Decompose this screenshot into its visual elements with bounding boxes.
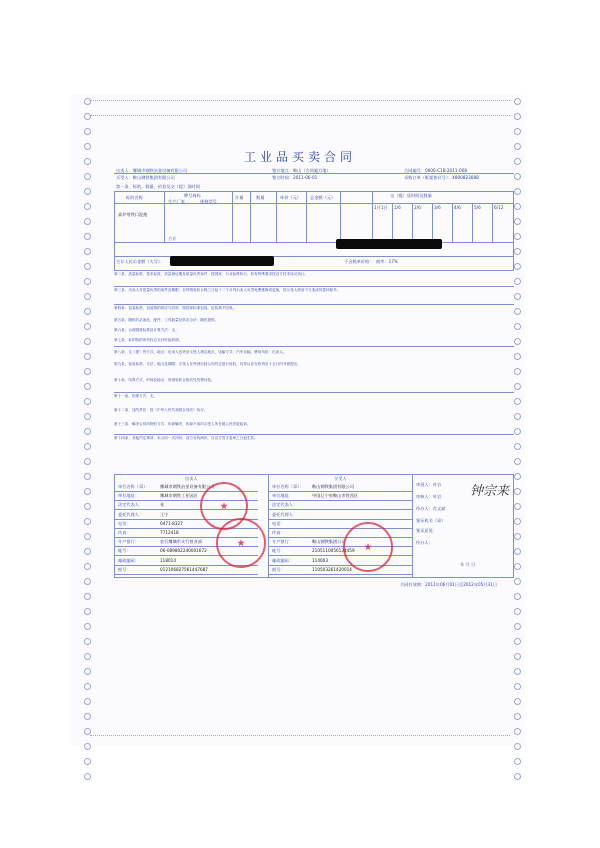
col-brand: 牌号商标 — [184, 193, 201, 198]
col-rule — [250, 191, 251, 242]
contract-number: 合同编号：0000-C18-2011-008 — [404, 168, 468, 173]
approval-signer-a: 审批人：叶岩 — [416, 482, 442, 487]
buyer-field-label: 开户银行： — [272, 539, 293, 545]
col-rule — [372, 191, 373, 242]
delivery-month-4: 4/6 — [454, 205, 461, 210]
seller-field-zip: 118014 — [160, 557, 176, 563]
col-qty: 数量 — [256, 195, 265, 200]
party-row-rule — [268, 519, 412, 520]
party-row-rule — [268, 528, 412, 529]
seller-header: 出卖人 — [185, 476, 198, 481]
perforation-top — [90, 100, 510, 107]
buyer-field-label: 电话： — [272, 520, 285, 526]
party-row-rule — [268, 491, 412, 492]
month-col-rule — [432, 203, 433, 242]
month-col-rule — [392, 203, 393, 242]
delivery-month-1: 1/6 — [394, 205, 401, 210]
seller-field-label: 开户银行： — [118, 539, 139, 545]
approval-org: 鉴证机关（章） — [416, 518, 446, 523]
seller-field-label: 传真： — [118, 530, 131, 535]
seller-field-rep: 张 — [160, 502, 165, 508]
col-rule — [164, 191, 165, 242]
tractor-holes-left — [84, 98, 92, 738]
handwritten-signature: 钟宗来 — [470, 484, 510, 499]
party-row-rule — [114, 574, 258, 575]
seller-field-label: 单位地址： — [118, 493, 139, 499]
month-col-rule — [492, 203, 493, 242]
seller-field-phone: 0471-8327 — [160, 520, 183, 526]
month-col-rule — [412, 203, 413, 242]
delivery-month-6: 6/12 — [494, 205, 504, 210]
approval-signer-c: 经办人：肖文斌 — [416, 506, 446, 511]
delivery-month-3: 3/6 — [434, 205, 441, 210]
col-spec: 规格型号 — [200, 199, 217, 204]
seller-field-name: 鹰城市钢铁冶金设备有限公司 — [160, 484, 215, 489]
buyer-field-label: 传真： — [272, 530, 285, 535]
buyer-line: 买受人：鞍山钢铁集团有限公司 — [116, 175, 175, 180]
buyer-field-zip: 114003 — [312, 557, 328, 563]
clause-2: 第二条、质量标准、技术标准、质量保证期及质量负责条件：按国家、行业标准执行，如有特殊要求按双方技术协议执行。 — [114, 272, 309, 276]
seller-field-label: 邮政编码： — [118, 557, 139, 563]
party-row-rule — [268, 574, 412, 575]
clause-rule — [114, 346, 514, 347]
seller-field-agent: 王宁 — [160, 511, 169, 517]
clause-rule — [114, 392, 514, 393]
col-unit: 计量 — [235, 195, 244, 200]
seller-field-label: 单位名称（章）： — [118, 484, 150, 489]
seller-field-tax: 012106827561447687 — [160, 566, 208, 572]
seller-line: 出卖人：鹰城市钢铁冶金设备有限公司 — [116, 168, 188, 173]
tax-percent: 税率：17% — [376, 259, 398, 264]
delivery-month-5: 5/6 — [474, 205, 481, 210]
buyer-field-label: 单位名称（章）： — [272, 484, 304, 489]
col-rule — [232, 191, 233, 242]
col-rule — [340, 191, 341, 242]
clause-6: 第六条、合理损耗标准及计算方法：无。 — [114, 328, 179, 332]
buyer-field-name: 鞍山钢铁集团有限公司 — [312, 484, 354, 489]
seller-field-label: 帐号： — [118, 548, 131, 554]
buyer-field-account: 2105110056134459 — [312, 548, 355, 554]
seller-field-account: 06-089802240001672 — [160, 548, 207, 554]
tax-rate-label: 不含税单价格： — [344, 259, 374, 264]
buyer-field-label: 法定代表人： — [272, 502, 298, 508]
parties-divider — [268, 474, 269, 578]
seller-field-label: 电话： — [118, 520, 131, 526]
perforation-top-2 — [90, 115, 510, 122]
clause-11: 第十一条、担保方式：无。 — [114, 394, 158, 398]
col-price: 单价（元） — [280, 195, 301, 200]
approval-agent: 经办人： — [416, 540, 433, 545]
perforation-bottom — [90, 735, 510, 742]
col-mfr: 生产厂家 — [168, 199, 185, 204]
amount-words-label: 合计人民币金额（大写）： — [116, 259, 165, 264]
seller-field-fax: 7712418 — [160, 530, 179, 535]
header-rule — [114, 173, 514, 174]
approval-divider — [412, 474, 413, 578]
seller-field-address: 鹰城市钢铁工业园区 — [160, 493, 198, 499]
item-name: 高炉用铁口泥炮 — [118, 212, 148, 217]
buyer-field-label: 帐号： — [272, 548, 285, 554]
seller-field-label: 税号： — [118, 566, 131, 572]
delivery-month-2: 2/6 — [414, 205, 421, 210]
month-col-rule — [452, 203, 453, 242]
sign-place: 签订地点：鞍山（合同履行地） — [272, 168, 331, 173]
col-name: 标的名称 — [126, 195, 143, 200]
redaction-amount — [170, 256, 274, 266]
order-number: 采购订单（框架协议号）：4800823088 — [404, 175, 479, 180]
buyer-field-label: 单位地址： — [272, 493, 293, 499]
approval-opinion: 鉴证意见： — [416, 528, 437, 533]
clause-1-heading: 第一条、标的、数量、价款及交（提）货时间 — [116, 184, 200, 189]
clause-rule — [114, 434, 514, 435]
delivery-month-0: 1月1日 — [374, 205, 388, 210]
buyer-field-bank: 鞍山钢铁集团公司 — [312, 539, 346, 545]
clause-13: 第十三条、解决合同纠纷的方式：协商解决，协商不成向买受人所在地人民法院起诉。 — [114, 422, 251, 426]
clause-10: 第十条、结算方式、时间及地点：货到验收合格后凭发票付款。 — [114, 378, 215, 382]
clause-12: 第十二条、违约责任：按《中华人民共和国合同法》执行。 — [114, 408, 208, 412]
buyer-field-address: 中国辽宁省鞍山市铁西区 — [312, 493, 359, 499]
col-rule — [276, 191, 277, 242]
buyer-field-label: 税号： — [272, 566, 285, 572]
clause-4: 第四条、包装标准、包装物的供应与回收：按国家标准包装，包装物不回收。 — [114, 306, 237, 310]
approval-date: 年 月 日 — [460, 562, 476, 567]
clause-5: 第五条、随机的必备品、配件、工具数量及供应办法：随机提供。 — [114, 318, 219, 322]
party-row-rule — [268, 565, 412, 566]
buyer-field-label: 委托代理人： — [272, 511, 298, 517]
seller-field-label: 法定代表人： — [118, 502, 144, 508]
clause-rule — [114, 286, 514, 287]
seller-field-bank: 农行鹰城市支行营业部 — [160, 539, 202, 545]
col-rule — [306, 191, 307, 242]
clause-8: 第八条、交（提）货方式、地点：出卖人送货至买受人指定地点，运输方式：汽车运输，费用负担：出卖人。 — [114, 350, 287, 354]
month-col-rule — [472, 203, 473, 242]
clause-14: 第十四条、其他约定事项：本合同一式四份，双方各执两份，自双方签字盖章之日起生效。 — [114, 436, 258, 440]
tractor-holes-right — [514, 98, 522, 738]
clause-3: 第三条、出卖人对质量负责的条件及期限：自货物验收合格之日起十二个月内出卖人负责免费维修或更换，因买受人使用不当造成的损坏除外。 — [114, 288, 341, 292]
col-amount: 总金额（元） — [310, 195, 336, 200]
buyer-field-label: 邮政编码： — [272, 557, 293, 563]
clause-7: 第七条、标的物的所有权自交付时起转移。 — [114, 338, 183, 342]
total-label: 合计 — [168, 236, 177, 241]
col-delivery: 交（提）货时间及数量 — [390, 193, 432, 198]
table-total-rule — [114, 242, 514, 243]
clause-9: 第九条、检验标准、方法、地点及期限：买受人在货到后按合同约定进行验收，有异议应在收货后十五日内书面提出。 — [114, 362, 301, 366]
buyer-field-tax: 110503261420014 — [312, 566, 352, 572]
document-title: 工业品买卖合同 — [243, 150, 356, 164]
buyer-header: 买受人 — [334, 476, 347, 481]
validity-period: 合同有效期：2011年06月01日至2012年05月31日 — [400, 582, 498, 587]
seller-field-label: 委托代理人： — [118, 511, 144, 517]
party-row-rule — [268, 509, 412, 510]
seller-contract-seal — [216, 518, 266, 568]
buyer-contract-seal — [343, 522, 393, 572]
redaction-total — [336, 239, 442, 249]
clause-rule — [114, 304, 514, 305]
approval-signer-b: 审核人：叶岩 — [416, 494, 442, 499]
sign-date: 签订时间：2011-06-01 — [272, 175, 318, 180]
